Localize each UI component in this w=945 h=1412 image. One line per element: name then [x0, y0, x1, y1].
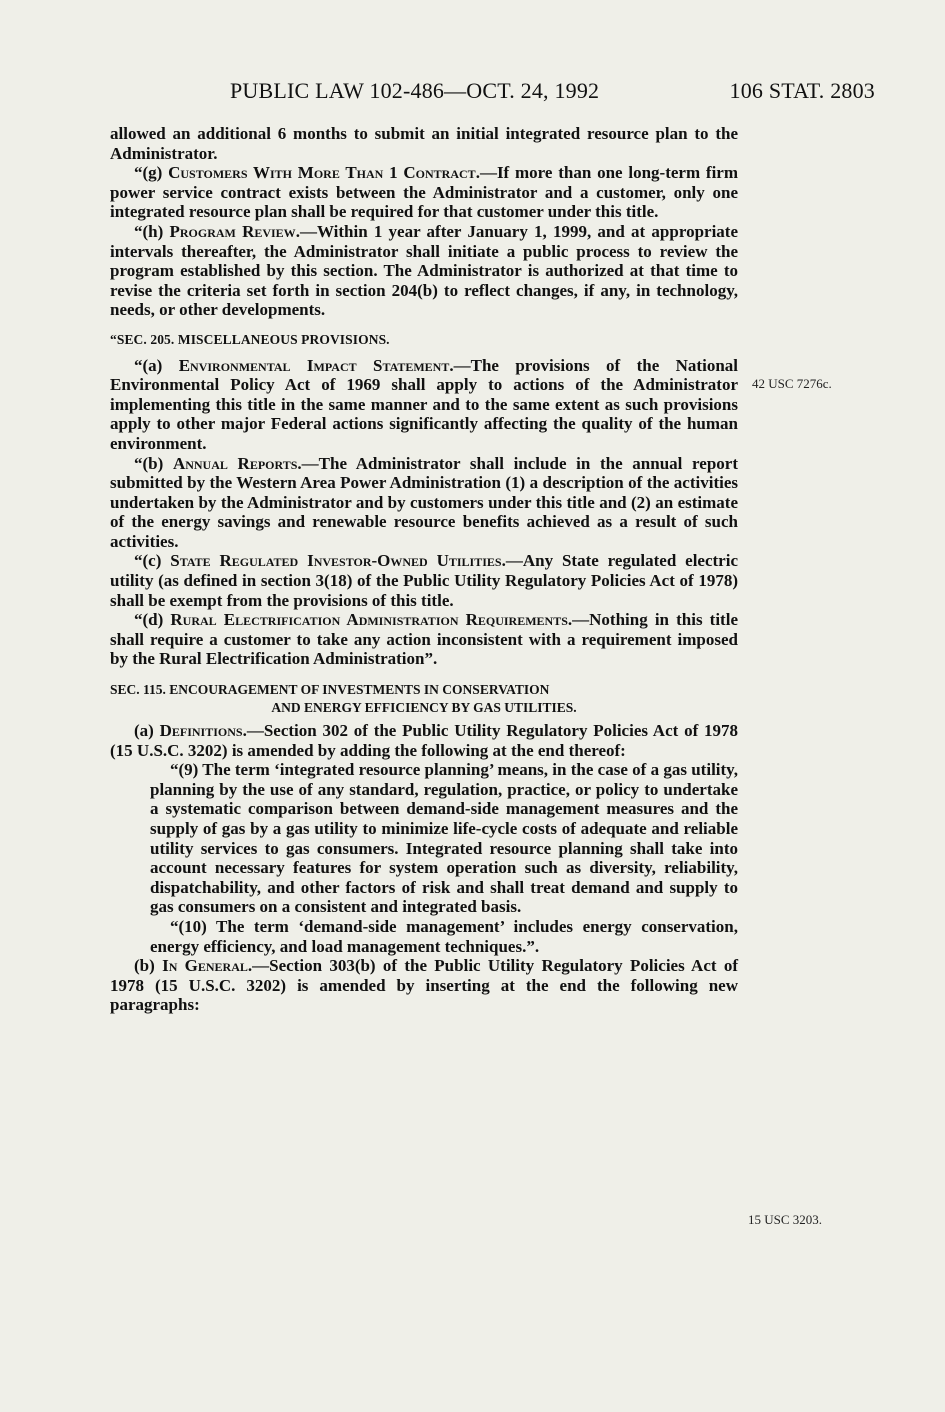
subsection-heading: In General	[162, 956, 248, 976]
margin-note-15-usc: 15 USC 3203.	[748, 1212, 823, 1227]
subsection-heading: Annual Reports	[172, 453, 298, 473]
subsection-label: (a)	[134, 721, 160, 741]
subsection-text: .—The Administrator shall include in the annual report submitted by the Western Area Power Administration (1) a description of the activities undertaken by the Administrator and by customers under this title and (2) an estimate of the energy savings and renewable resource benefits achieved as a result of such activities.	[110, 453, 738, 551]
paragraph-g	[110, 163, 738, 222]
header-public-law: PUBLIC LAW 102-486—OCT. 24, 1992	[230, 78, 600, 103]
paragraph-b-annual-reports	[110, 454, 738, 552]
subsection-label: “(d)	[134, 610, 171, 630]
subsection-label: “(b)	[134, 453, 173, 473]
paragraph-a-definitions	[110, 721, 738, 760]
subsection-text: .—Nothing in this title shall require a customer to take any action inconsistent with a requirement imposed by the Rural Electrification Administration”.	[110, 610, 738, 669]
subsection-text: .—Within 1 year after January 1, 1999, and at appropriate intervals thereafter, the Administrator shall initiate a public process to review the program established by this section. The Administrator is authorized at that time to revise the criteria set forth in section 204(b) to reflect changes, if any, in technology, needs, or other developments.	[110, 221, 738, 320]
paragraph-b-in-general	[110, 956, 738, 1015]
subsection-label: “(h)	[134, 221, 170, 241]
margin-note-42-usc: 42 USC 7276c.	[752, 376, 832, 391]
subsection-label: “(a)	[134, 355, 179, 375]
paragraph-a-environmental	[110, 356, 738, 454]
subsection-label: “(g)	[134, 163, 169, 183]
body-text	[110, 124, 738, 1015]
section-115-heading-line2: AND ENERGY EFFICIENCY BY GAS UTILITIES.	[271, 700, 577, 716]
quoted-definition-10: “(10) The term ‘demand-side management’ includes energy conservation, energy efficiency, and load management techniques.”.	[150, 916, 738, 956]
section-115-heading-line1: SEC. 115. ENCOURAGEMENT OF INVESTMENTS IN CONSERVATION	[110, 682, 550, 698]
paragraph: allowed an additional 6 months to submit an initial integrated resource plan to the Administrator.	[110, 124, 738, 163]
subsection-heading: State Regulated Investor-Owned Utilities	[170, 551, 502, 571]
paragraph-h	[110, 222, 738, 320]
subsection-heading: Program Review	[169, 221, 296, 241]
header-stat-page: 106 STAT. 2803	[729, 78, 875, 103]
paragraph-c-state-regulated	[110, 551, 738, 610]
subsection-text: .—The provisions of the National Environmental Policy Act of 1969 shall apply to actions of the Administrator implementing this title in the same manner and to the same extent as such provisions apply to other major Federal actions significantly affecting the quality of the human environment.	[110, 355, 738, 453]
subsection-heading: Definitions	[159, 721, 243, 741]
subsection-label: “(c)	[134, 551, 171, 571]
subsection-heading: Environmental Impact Statement	[178, 355, 450, 375]
subsection-text: .—If more than one long-term firm power service contract exists between the Administrator and a customer, only one integrated resource plan shall be required for that customer under this title.	[110, 163, 738, 222]
subsection-text: .—Section 302 of the Public Utility Regulatory Policies Act of 1978 (15 U.S.C. 3202) is amended by adding the following at the end thereof:	[110, 721, 739, 760]
subsection-text: .—Any State regulated electric utility (as defined in section 3(18) of the Public Utility Regulatory Policies Act of 1978) shall be exempt from the provisions of this title.	[110, 551, 738, 610]
subsection-label: (b)	[134, 956, 163, 976]
section-115-heading	[110, 681, 738, 717]
running-header	[110, 78, 875, 108]
quoted-definition-9: “(9) The term ‘integrated resource planning’ means, in the case of a gas utility, planning by the use of any standard, regulation, practice, or policy to undertake a systematic comparison between demand-side management measures and the supply of gas by a gas utility to minimize life-cycle costs of adequate and reliable utility services to gas consumers. Integrated resource planning shall take into account necessary features for system operation such as diversity, reliability, dispatchability, and other factors of risk and shall treat demand and supply to gas consumers on a consistent and integrated basis.	[150, 760, 738, 917]
section-205-heading: “SEC. 205. MISCELLANEOUS PROVISIONS.	[110, 331, 390, 347]
subsection-heading: Rural Electrification Administration Requirements	[170, 610, 568, 630]
subsection-text: .—Section 303(b) of the Public Utility Regulatory Policies Act of 1978 (15 U.S.C. 3202) is amended by inserting at the end the following new paragraphs:	[110, 956, 738, 1015]
subsection-heading: Customers With More Than 1 Contract	[168, 163, 476, 183]
paragraph-d-rural	[110, 610, 738, 669]
